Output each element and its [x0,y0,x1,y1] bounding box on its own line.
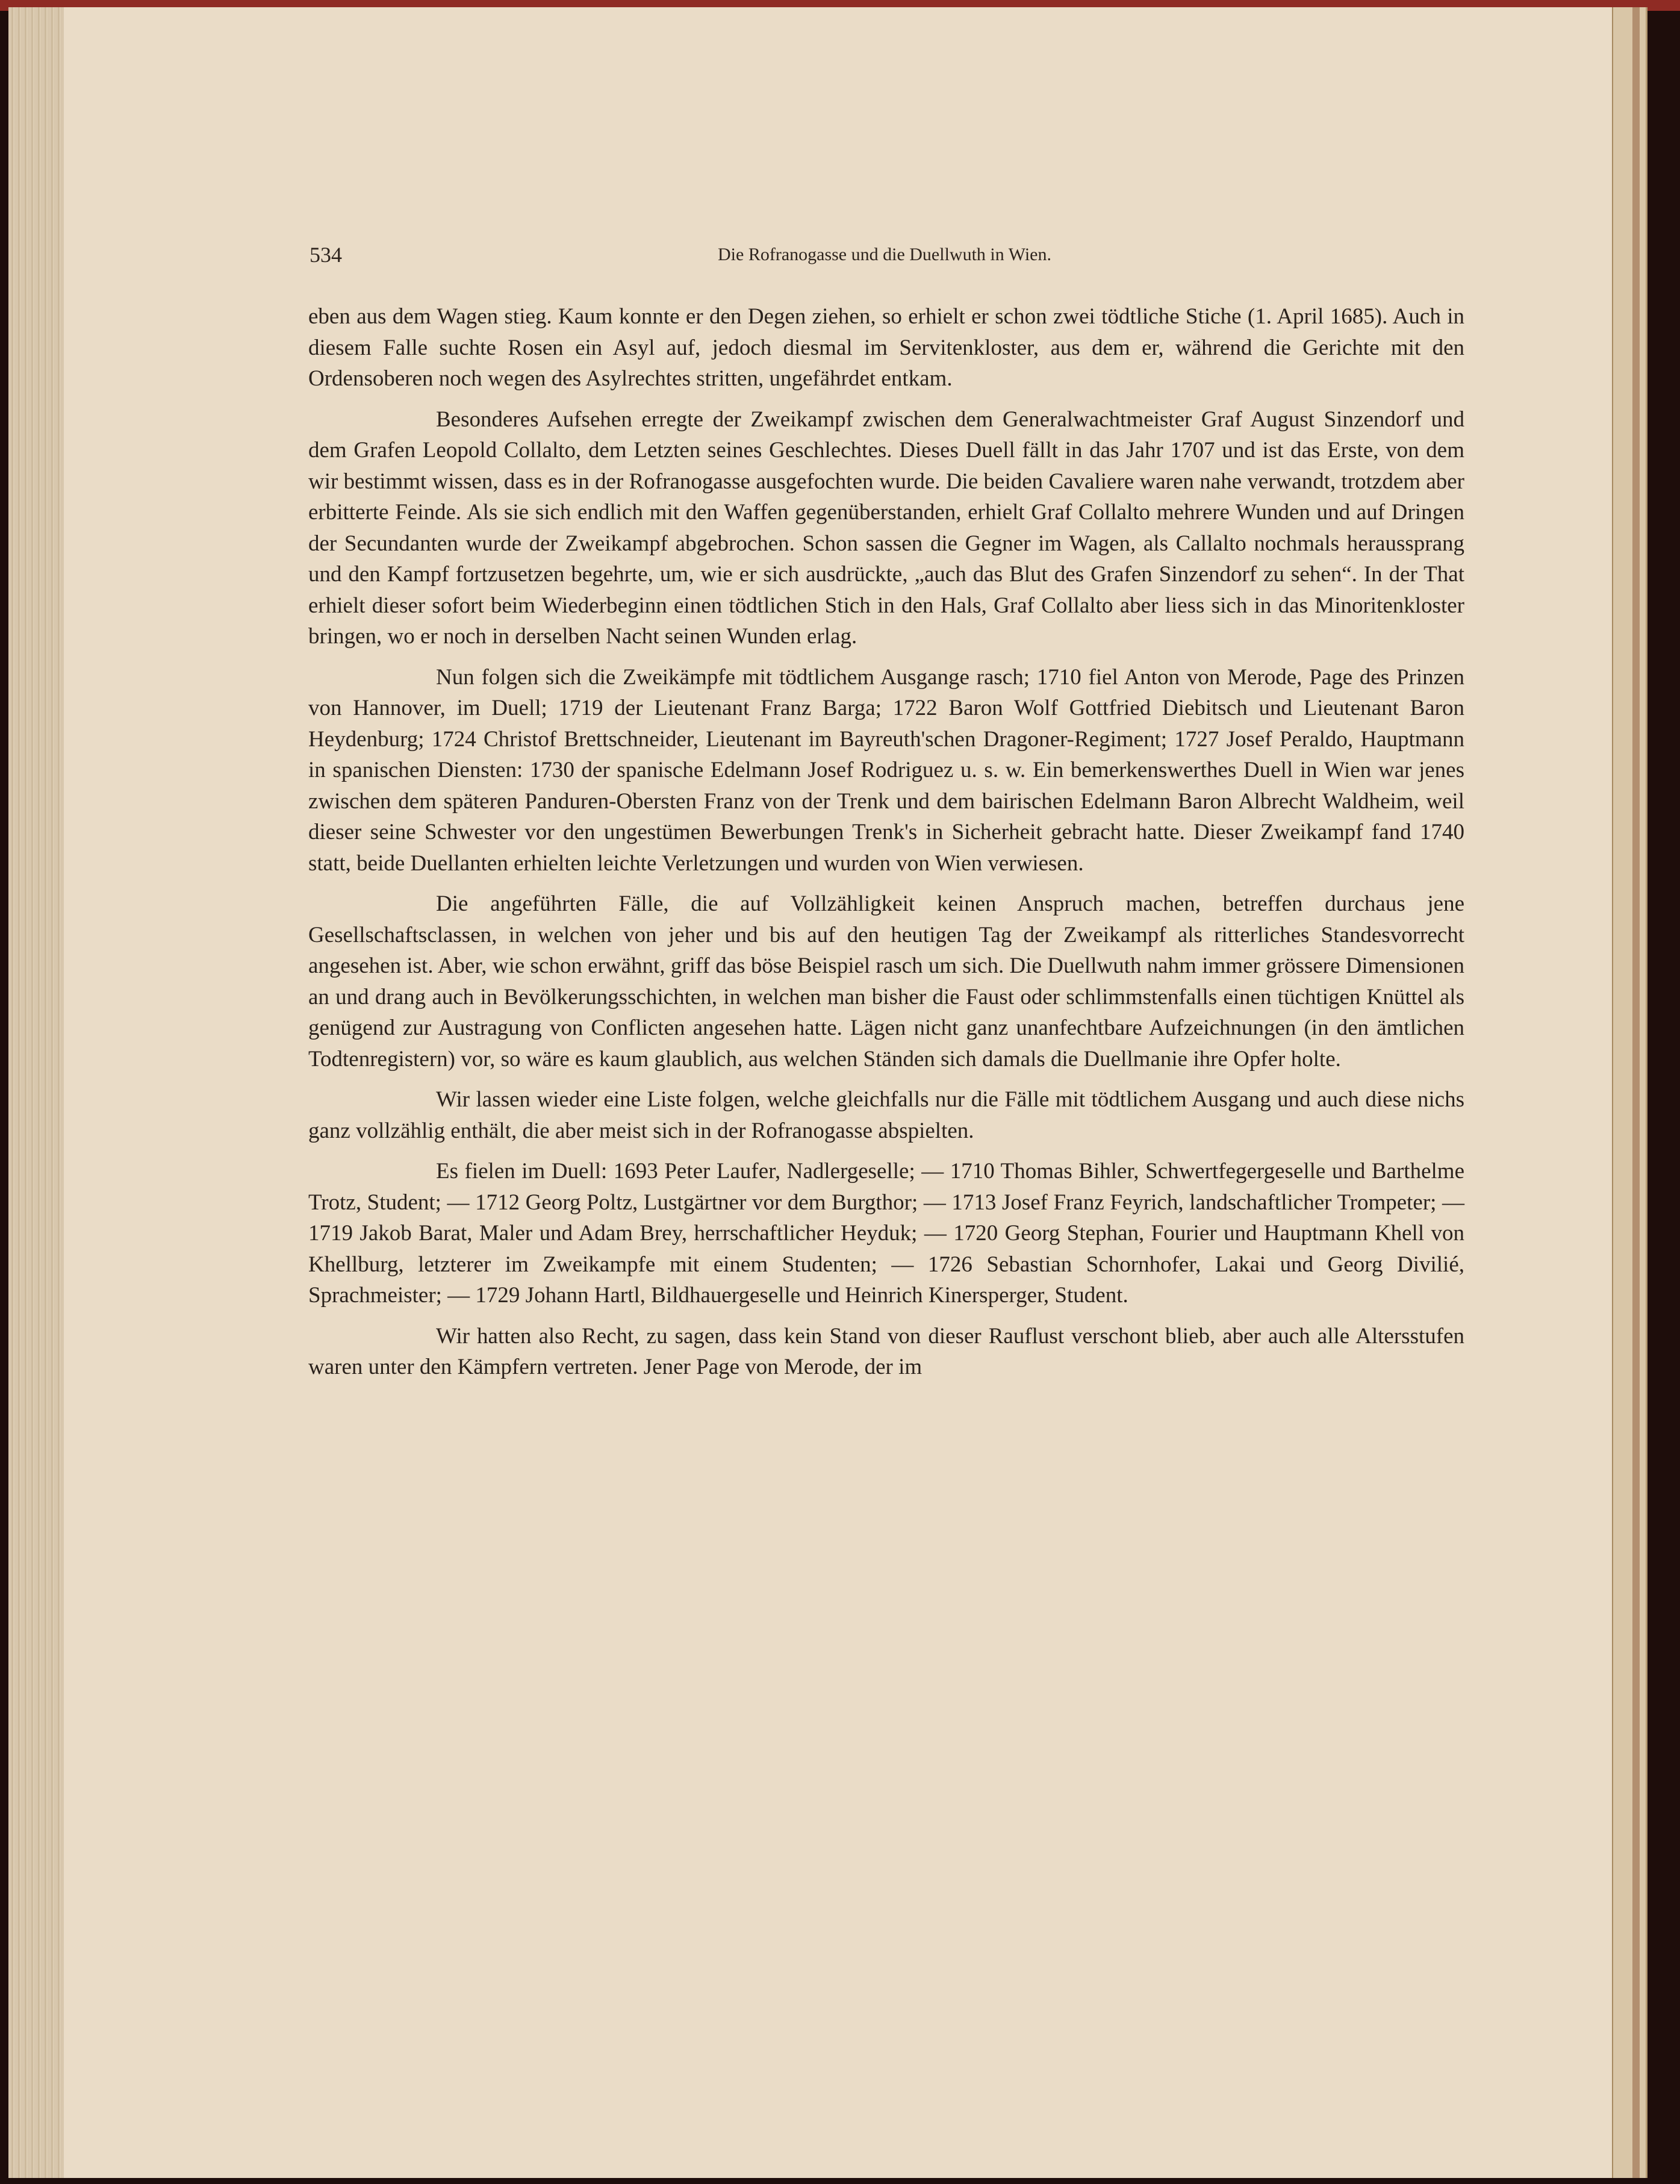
paragraph: Die angeführten Fälle, die auf Vollzähligkeit keinen Anspruch machen, betreffen durchaus jene Gesellschaftsclassen, in welchen von jeher und bis auf den heutigen Tag der Zweikampf als ritterliches Standesvorrecht angesehen ist. Aber, wie schon erwähnt, griff das böse Beispiel rasch um sich. Die Duellwuth nahm immer grössere Dimensionen an und drang auch in Bevölkerungsschichten, in welchen man bisher die Faust oder schlimmstenfalls einen tüchtigen Knüttel als genügend zur Austragung von Conflicten angesehen hatte. Lägen nicht ganz unanfechtbare Aufzeichnungen (in den ämtlichen Todtenregistern) vor, so wäre es kaum glaublich, aus welchen Ständen sich damals die Duellmanie ihre Opfer holte. [308,891,1464,1072]
running-head: Die Rofranogasse und die Duellwuth in Wien. [718,245,1051,264]
paragraph: eben aus dem Wagen stieg. Kaum konnte er den Degen ziehen, so erhielt er schon zwei tödtliche Stiche (1. April 1685). Auch in diesem Falle suchte Rosen ein Asyl auf, jedoch diesmal im Servitenkloster, aus dem er, während die Gerichte mit den Ordensoberen noch wegen des Asylrechtes stritten, ungefährdet entkam. [308,304,1464,391]
page-header [303,236,1466,272]
paragraph: Nun folgen sich die Zweikämpfe mit tödtlichem Ausgange rasch; 1710 fiel Anton von Merode, Page des Prinzen von Hannover, im Duell; 1719 der Lieutenant Franz Barga; 1722 Baron Wolf Gottfried Diebitsch und Lieutenant Baron Heydenburg; 1724 Christof Brettschneider, Lieutenant im Bayreuth'schen Dragoner-Regiment; 1727 Josef Peraldo, Hauptmann in spanischen Diensten: 1730 der spanische Edelmann Josef Rodriguez u. s. w. Ein bemerkenswerthes Duell in Wien war jenes zwischen dem späteren Panduren-Obersten Franz von der Trenk und dem bairischen Edelmann Baron Albrecht Waldheim, weil dieser seine Schwester vor den ungestümen Bewerbungen Trenk's in Sicherheit gebracht hatte. Dieser Zweikampf fand 1740 statt, beide Duellanten erhielten leichte Verletzungen und wurden von Wien verwiesen. [308,664,1464,876]
stacked-page-edges [8,7,64,2178]
paragraph: Besonderes Aufsehen erregte der Zweikampf zwischen dem Generalwachtmeister Graf August Sinzendorf und dem Grafen Leopold Collalto, dem Letzten seines Geschlechtes. Dieses Duell fällt in das Jahr 1707 und ist das Erste, von dem wir bestimmt wissen, dass es in der Rofranogasse ausgefochten wurde. Die beiden Cavaliere waren nahe verwandt, trotzdem aber erbitterte Feinde. Als sie sich endlich mit den Waffen gegenüberstanden, erhielt Graf Collalto mehrere Wunden und auf Dringen der Secundanten wurde der Zweikampf abgebrochen. Schon sassen die Gegner im Wagen, als Callalto nochmals heraussprang und den Kampf fortzusetzen begehrte, um, wie er sich ausdrückte, „auch das Blut des Grafen Sinzendorf zu sehen“. In der That erhielt dieser sofort beim Wiederbeginn einen tödtlichen Stich in den Hals, Graf Collalto aber liess sich in das Minoritenkloster bringen, wo er noch in derselben Nacht seinen Wunden erlag. [308,407,1464,649]
paragraph: Wir lassen wieder eine Liste folgen, welche gleichfalls nur die Fälle mit tödtlichem Ausgang und auch diese nichs ganz vollzählig enthält, die aber meist sich in der Rofranogasse abspielten. [308,1087,1464,1143]
page-gutter [1612,7,1646,2178]
paragraph: Wir hatten also Recht, zu sagen, dass kein Stand von dieser Rauflust verschont blieb, aber auch alle Altersstufen waren unter den Kämpfern vertreten. Jener Page von Merode, der im [308,1323,1464,1379]
body-text [308,301,1464,1393]
paragraph: Es fielen im Duell: 1693 Peter Laufer, Nadlergeselle; — 1710 Thomas Bihler, Schwertfegergeselle und Barthelme Trotz, Student; — 1712 Georg Poltz, Lustgärtner vor dem Burgthor; — 1713 Josef Franz Feyrich, landschaftlicher Trompeter; — 1719 Jakob Barat, Maler und Adam Brey, herrschaftlicher Heyduk; — 1720 Georg Stephan, Fourier und Hauptmann Khell von Khellburg, letzterer im Zweikampfe mit einem Studenten; — 1726 Sebastian Schornhofer, Lakai und Georg Divilié, Sprachmeister; — 1729 Johann Hartl, Bildhauergeselle und Heinrich Kinersperger, Student. [308,1159,1464,1308]
gutter-shadow [1632,7,1640,2178]
page-number: 534 [310,243,342,267]
